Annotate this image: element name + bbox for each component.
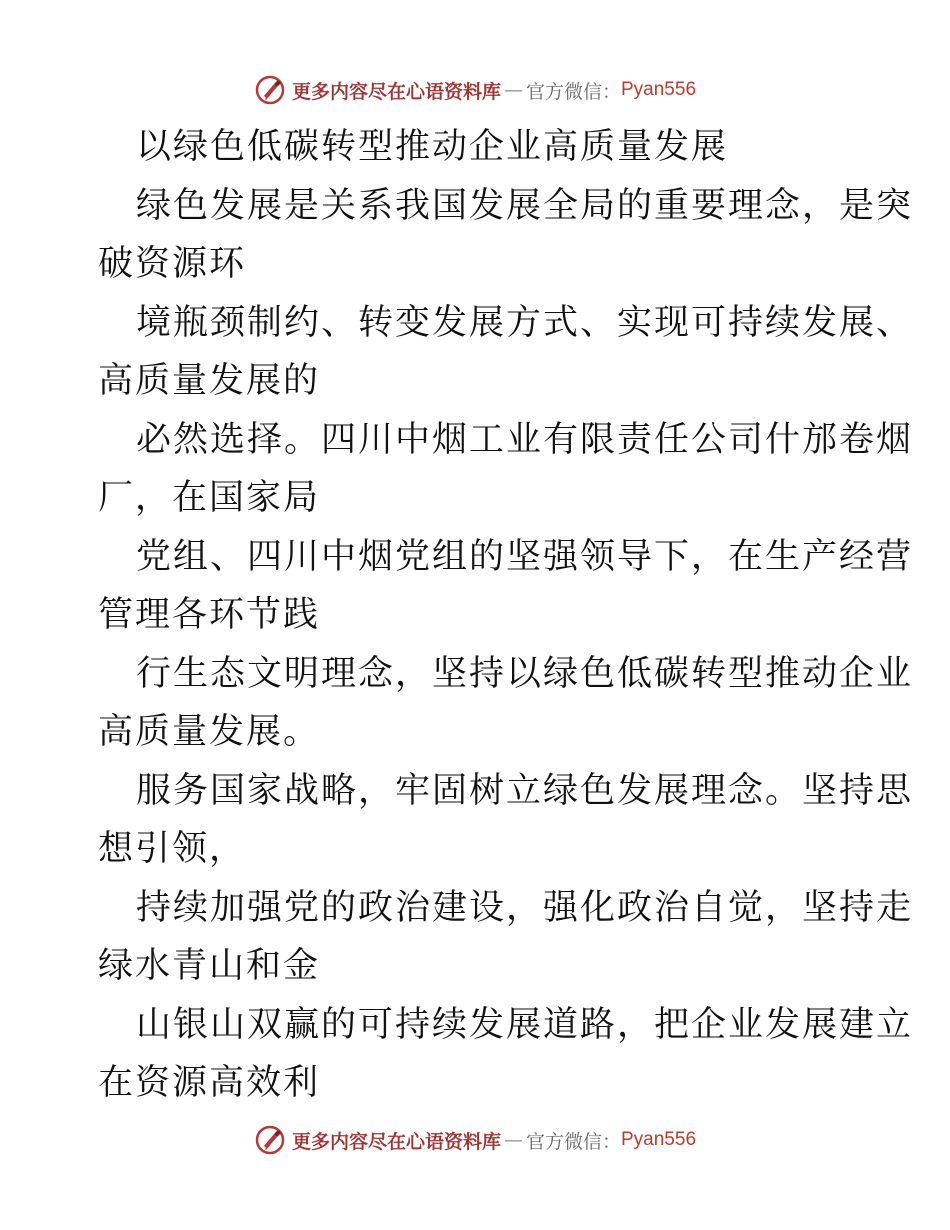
banner-wechat-label: 官方微信： <box>525 1130 621 1153</box>
paragraph-line: 境瓶颈制约、转变发展方式、实现可持续发展、 <box>136 303 914 343</box>
banner-text <box>292 77 696 104</box>
banner-dash: — <box>503 1129 523 1151</box>
paragraph-line: 服务国家战略，牢固树立绿色发展理念。坚持思 <box>136 771 914 811</box>
paragraph-line: 高质量发展的 <box>98 361 321 401</box>
document-title: 以绿色低碳转型推动企业高质量发展 <box>136 127 729 167</box>
paragraph-line: 党组、四川中烟党组的坚强领导下，在生产经营 <box>136 537 914 577</box>
banner-wechat-id: Pyan556 <box>621 1129 697 1150</box>
banner-dash: — <box>503 79 523 101</box>
banner-text <box>292 1127 696 1154</box>
paragraph-line: 山银山双赢的可持续发展道路，把企业发展建立 <box>136 1005 914 1045</box>
paragraph-line: 行生态文明理念，坚持以绿色低碳转型推动企业 <box>136 654 914 694</box>
paragraph-line: 在资源高效利 <box>98 1063 321 1103</box>
banner-content <box>254 1124 696 1156</box>
paragraph-line: 高质量发展。 <box>98 712 321 752</box>
paragraph-line: 管理各环节践 <box>98 595 321 635</box>
banner-main-text: 更多内容尽在心语资料库 <box>291 1130 501 1153</box>
paragraph-line: 破资源环 <box>98 244 247 284</box>
banner-wechat-id: Pyan556 <box>621 79 697 100</box>
paragraph-line: 必然选择。四川中烟工业有限责任公司什邡卷烟 <box>136 420 914 460</box>
pen-logo-icon <box>254 74 286 106</box>
paragraph-line: 厂，在国家局 <box>98 478 321 518</box>
paragraph-line: 持续加强党的政治建设，强化政治自觉，坚持走 <box>136 888 914 928</box>
footer-banner <box>0 1120 950 1160</box>
paragraph-line: 绿水青山和金 <box>98 946 321 986</box>
banner-main-text: 更多内容尽在心语资料库 <box>291 80 501 103</box>
banner-wechat-label: 官方微信： <box>525 80 621 103</box>
pen-logo-icon <box>254 1124 286 1156</box>
paragraph-line: 绿色发展是关系我国发展全局的重要理念，是突 <box>136 186 914 226</box>
banner-content <box>254 74 696 106</box>
header-banner <box>0 70 950 110</box>
paragraph-line: 想引领， <box>98 829 247 869</box>
